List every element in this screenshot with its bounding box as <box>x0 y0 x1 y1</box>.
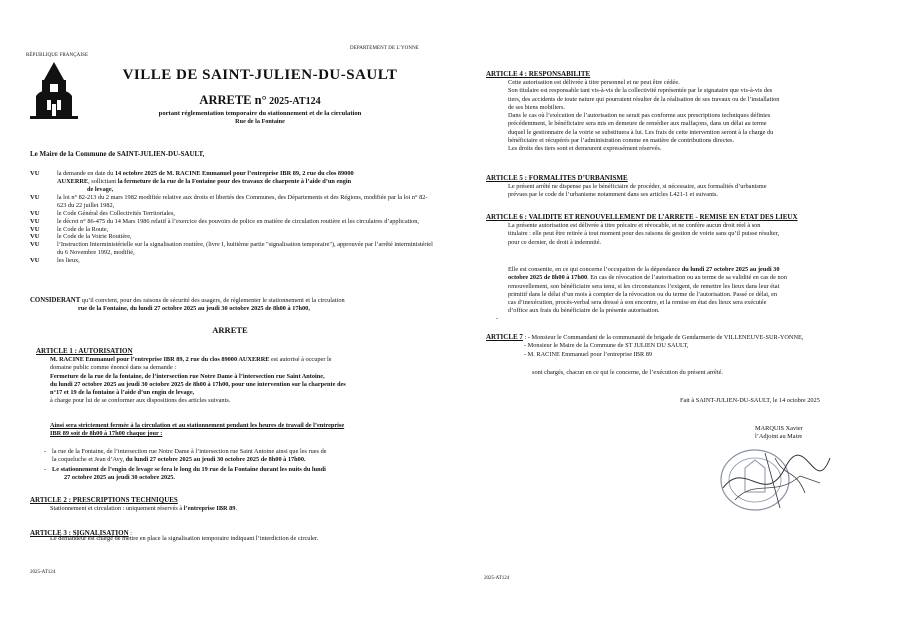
considerant-a: qu’il convient, pour des raisons de sécurité des usagers, de réglementer le stationnement et la circulation <box>80 297 345 304</box>
art6-line: renouvellement, son bénéficiaire sera tenu, si les circonstances l’exigent, de remettre les lieux dans leur état <box>508 282 780 290</box>
ville-title: VILLE DE SAINT-JULIEN-DU-SAULT <box>122 67 398 83</box>
article-3-body: Le demandeur est chargé de mettre en place la signalisation temporaire indiquant l’interdiction de circuler. <box>50 535 319 542</box>
article-5-title: ARTICLE 5 : FORMALITES D’URBANISME <box>486 174 628 182</box>
art1-p3: du lundi 27 octobre 2025 au jeudi 30 octobre 2025 de 8h00 à 17h00, pour une intervention sur la charpente des <box>50 380 346 388</box>
art6-line: d’office aux frais du bénéficiaire de la présente autorisation. <box>508 307 660 315</box>
art4-line: Dans le cas où l’exécution de l’autorisation ne serait pas conforme aux prescriptions techniques définies <box>508 112 771 120</box>
bullet1-a: la rue de la Fontaine, de l’intersection rue Notre Dame à l’intersection rue Saint Antoine ainsi que les rues de <box>52 448 327 455</box>
art4-line: bénéficiaire et récupérés par l’administration comme en matière de contributions directes. <box>508 137 735 145</box>
art6-p2-b: du lundi 27 octobre 2025 au jeudi 30 <box>681 266 780 273</box>
art5-line: Le présent arrêté ne dispense pas le bénéficiaire de procéder, si nécessaire, aux formalités d’urbanisme <box>508 183 767 190</box>
vu7-text: l’Instruction Interministérielle sur la signalisation routière, (livre I, huitième partie "signalisation temporaire"), approuvée par l’arrêté interministériel du 6 Novembre 1992, modifié, <box>57 241 433 256</box>
list-item <box>38 448 438 465</box>
arrete-number: 2025-AT124 <box>266 96 321 107</box>
art4-line: Cette autorisation est délivrée à titre personnel et ne peut être cédée. <box>508 79 680 86</box>
republique-header: RÉPUBLIQUE FRANÇAISE <box>26 53 89 58</box>
art6-p2-c: octobre 2025 de 8h00 à 17h00 <box>508 274 588 282</box>
article-4-title: ARTICLE 4 : RESPONSABILITE <box>486 70 591 78</box>
article-7-block <box>486 333 886 359</box>
art1-p5: à charge pour lui de se conformer aux dispositions des articles suivants. <box>50 397 231 405</box>
art5-line: prévues par le code de l’urbanisme notamment dans ses articles L421-1 et suivants. <box>508 191 719 199</box>
vu-label: VU <box>30 209 40 217</box>
considerant-block <box>30 297 440 314</box>
vu4-text: le décret n° 86-475 du 14 Mars 1986 relatif à l’exercice des pouvoirs de police en matière de circulation routière et les circulaires d’application, <box>57 217 419 225</box>
vu-item <box>30 170 435 193</box>
art7-line-1: : - Monsieur le Commandant de la communauté de brigade de Gendarmerie de VILLENEUVE-SUR-YONNE, <box>522 334 804 341</box>
art1-p1-a: M. RACINE Emmanuel pour l’entreprise IBR 89, 2 rue du clos 89000 AUXERRE <box>50 356 270 363</box>
art2-b: l’entreprise IBR 89 <box>183 505 236 512</box>
art1-p7: IBR 89 soit de 8h00 à 17h00 chaque jour : <box>50 430 163 438</box>
vu-label: VU <box>30 194 40 202</box>
vu-item <box>30 257 435 265</box>
art1-p1-b: est autorisé à occuper le <box>269 356 332 363</box>
article-2-body <box>50 505 440 513</box>
article-6-title: ARTICLE 6 : VALIDITE ET RENOUVELLEMENT DE L’ARRETE - REMISE EN ETAT DES LIEUX <box>486 213 798 221</box>
departement-header: DEPARTEMENT DE L’YONNE <box>350 46 419 51</box>
art6-p2-a: Elle est consentie, en ce qui concerne l’occupation de la dépendance <box>508 266 682 273</box>
article-3-colon: : <box>128 530 132 537</box>
footer-ref: 2025-AT124 <box>30 570 56 575</box>
art7-line-2: - Monsieur le Maire de la Commune de ST JULIEN DU SAULT, <box>524 342 689 350</box>
considerant-b: rue de la Fontaine, du lundi 27 octobre 2025 au jeudi 30 octobre 2025 de 8h00 à 17h00, <box>78 305 310 313</box>
vu8-text: les lieux, <box>57 256 80 264</box>
vu-label: VU <box>30 241 40 249</box>
bullet-dash: - <box>43 465 47 473</box>
vu-label: VU <box>30 233 40 241</box>
signatory-role: l’Adjoint au Maire <box>755 433 803 440</box>
art2-c: . <box>235 505 238 512</box>
art4-line: Son titulaire est responsable tant vis-à-vis de la collectivité représentée par le signataire que vis-à-vis des <box>508 87 773 95</box>
vu2-text: la loi n° 82-213 du 2 mars 1982 modifiée relative aux droits et libertés des Communes, des Départements et des Régions, modifiée par la loi n° 82-623 du 22 juillet 1982, <box>57 194 428 210</box>
article-1-title: ARTICLE 1 : AUTORISATION <box>36 347 133 355</box>
footer-ref: 2025-AT124 <box>484 576 510 581</box>
article-1-body <box>50 356 440 406</box>
art7-closing: sont chargés, chacun en ce qui le concerne, de l’exécution du présent arrêté. <box>532 369 723 376</box>
vu-label: VU <box>30 225 40 233</box>
article-3-title-text: ARTICLE 3 : SIGNALISATION <box>30 529 129 537</box>
signature-stamp-icon <box>705 438 835 518</box>
vu-item <box>30 241 435 257</box>
vu-item <box>30 218 435 226</box>
art7-line-3: - M. RACINE Emmanuel pour l’entreprise IBR 89 <box>524 350 653 358</box>
article-7-title: ARTICLE 7 <box>486 333 523 341</box>
art6-line: pour ce dernier, de droit à indemnité. <box>508 238 602 246</box>
vu-label: VU <box>30 217 40 225</box>
article-6-body-2 <box>508 266 888 316</box>
document-page-right <box>450 0 900 636</box>
fait-line: Fait à SAINT-JULIEN-DU-SAULT, le 14 octobre 2025 <box>680 397 820 404</box>
art1-p1-c: domaine public comme énoncé dans sa demande : <box>50 364 177 372</box>
subtitle-2: Rue de la Fontaine <box>235 118 285 125</box>
subtitle-1: portant réglementation temporaire du stationnement et de la circulation <box>158 110 362 117</box>
vu1-b: 14 octobre 2025 de M. RACINE Emmanuel pour l’entreprise IBR 89, 2 rue du clos 89000 <box>114 170 354 177</box>
maire-line: Le Maire de la Commune de SAINT-JULIEN-DU-SAULT, <box>30 150 205 158</box>
signatory-name: MARQUIS Xavier <box>755 425 803 432</box>
art6-line: cas d’inexécution, procès-verbal sera dressé à son encontre, et la remise en état des lieux sera exécutée <box>508 299 767 307</box>
vu-item <box>30 226 435 234</box>
vu1-f: de levage, <box>87 185 114 193</box>
vu1-e: la fermeture de la rue de la Fontaine pour des travaux de charpente à l’aide d’un engin <box>117 177 352 185</box>
church-logo-icon <box>28 60 80 120</box>
art4-line: de ses biens mobiliers. <box>508 103 566 111</box>
vu5-text: le Code de la Route, <box>57 225 109 233</box>
vu-label: VU <box>30 256 40 264</box>
article-1-fermeture <box>50 422 440 439</box>
vu-item <box>30 210 435 218</box>
margin-dash: - <box>496 315 499 322</box>
bullet-dash: - <box>43 448 47 455</box>
bullet2-a: Le stationnement de l’engin de levage se fera le long du 19 rue de la Fontaine durant les nuits du lundi <box>52 465 326 473</box>
bullet2-b: 27 octobre 2025 au jeudi 30 octobre 2025. <box>64 473 176 481</box>
art4-line: précédemment, le bénéficiaire sera mis en demeure de remédier aux malfaçons, dans un délai au terme <box>508 120 767 128</box>
vu-block <box>30 170 435 265</box>
list-item <box>38 466 438 483</box>
vu-item <box>30 194 435 210</box>
arrete-heading: ARRETE <box>212 325 248 335</box>
article-6-body <box>508 222 888 247</box>
vu-item <box>30 233 435 241</box>
article-4-body <box>508 79 888 154</box>
vu3-text: le Code Général des Collectivités Territoriales, <box>57 209 175 217</box>
art4-line: Les droits des tiers sont et demeurent expressément réservés. <box>508 145 662 153</box>
vu1-c: AUXERRE <box>57 177 89 185</box>
vu1-d: , sollicitant <box>88 177 118 185</box>
art4-line: duquel le gestionnaire de la voirie se substituera à lui. Les frais de cette intervention seront à la charge du <box>508 128 774 136</box>
art1-p6: Ainsi sera strictement fermée à la circulation et au stationnement pendant les heures de travail de l’entreprise <box>50 422 345 429</box>
art6-line: primitif dans le délai d’un mois à compter de la révocation ou du terme de l’autorisation. Passé ce délai, en <box>508 290 778 298</box>
art1-p4: n°17 et 19 de la fontaine à l’aide d’un engin de levage, <box>50 389 195 397</box>
article-5-body <box>508 183 888 200</box>
bullet1-b: la coqueluche et Jean d’Avy, <box>52 456 126 464</box>
vu1-a: la demande en date du <box>57 170 115 177</box>
arrete-title <box>100 93 420 108</box>
art6-line: titulaire : elle peut être retirée à tout moment pour des raisons de gestion de voirie sans qu’il puisse résulter, <box>508 230 780 238</box>
bullet1-c: du lundi 27 octobre 2025 au jeudi 30 octobre 2025 de 8h00 à 17h00. <box>125 456 306 464</box>
art2-a: Stationnement et circulation : uniquement réservés à <box>50 505 184 512</box>
art6-p2-d: . En cas de révocation de l’autorisation ou au terme de sa validité en cas de non <box>587 274 787 282</box>
article-2-title: ARTICLE 2 : PRESCRIPTIONS TECHNIQUES <box>30 496 178 504</box>
vu6-text: le Code de la Voirie Routière, <box>57 233 132 241</box>
art4-line: tiers, des accidents de toute nature qui pourraient résulter de la réalisation de ses travaux ou de l’installation <box>508 95 780 103</box>
art6-line: La présente autorisation est délivrée à titre précaire et révocable, et ne confère aucun droit réel à son <box>508 222 761 229</box>
art1-p2: Fermeture de la rue de la fontaine, de l’intersection rue Notre Dame à l’intersection rue Saint Antoine, <box>50 372 325 380</box>
arrete-word: ARRETE n° <box>199 93 267 107</box>
considerant-label: CONSIDERANT <box>30 297 81 304</box>
vu-label: VU <box>30 170 40 177</box>
article-1-bullets <box>38 448 438 482</box>
